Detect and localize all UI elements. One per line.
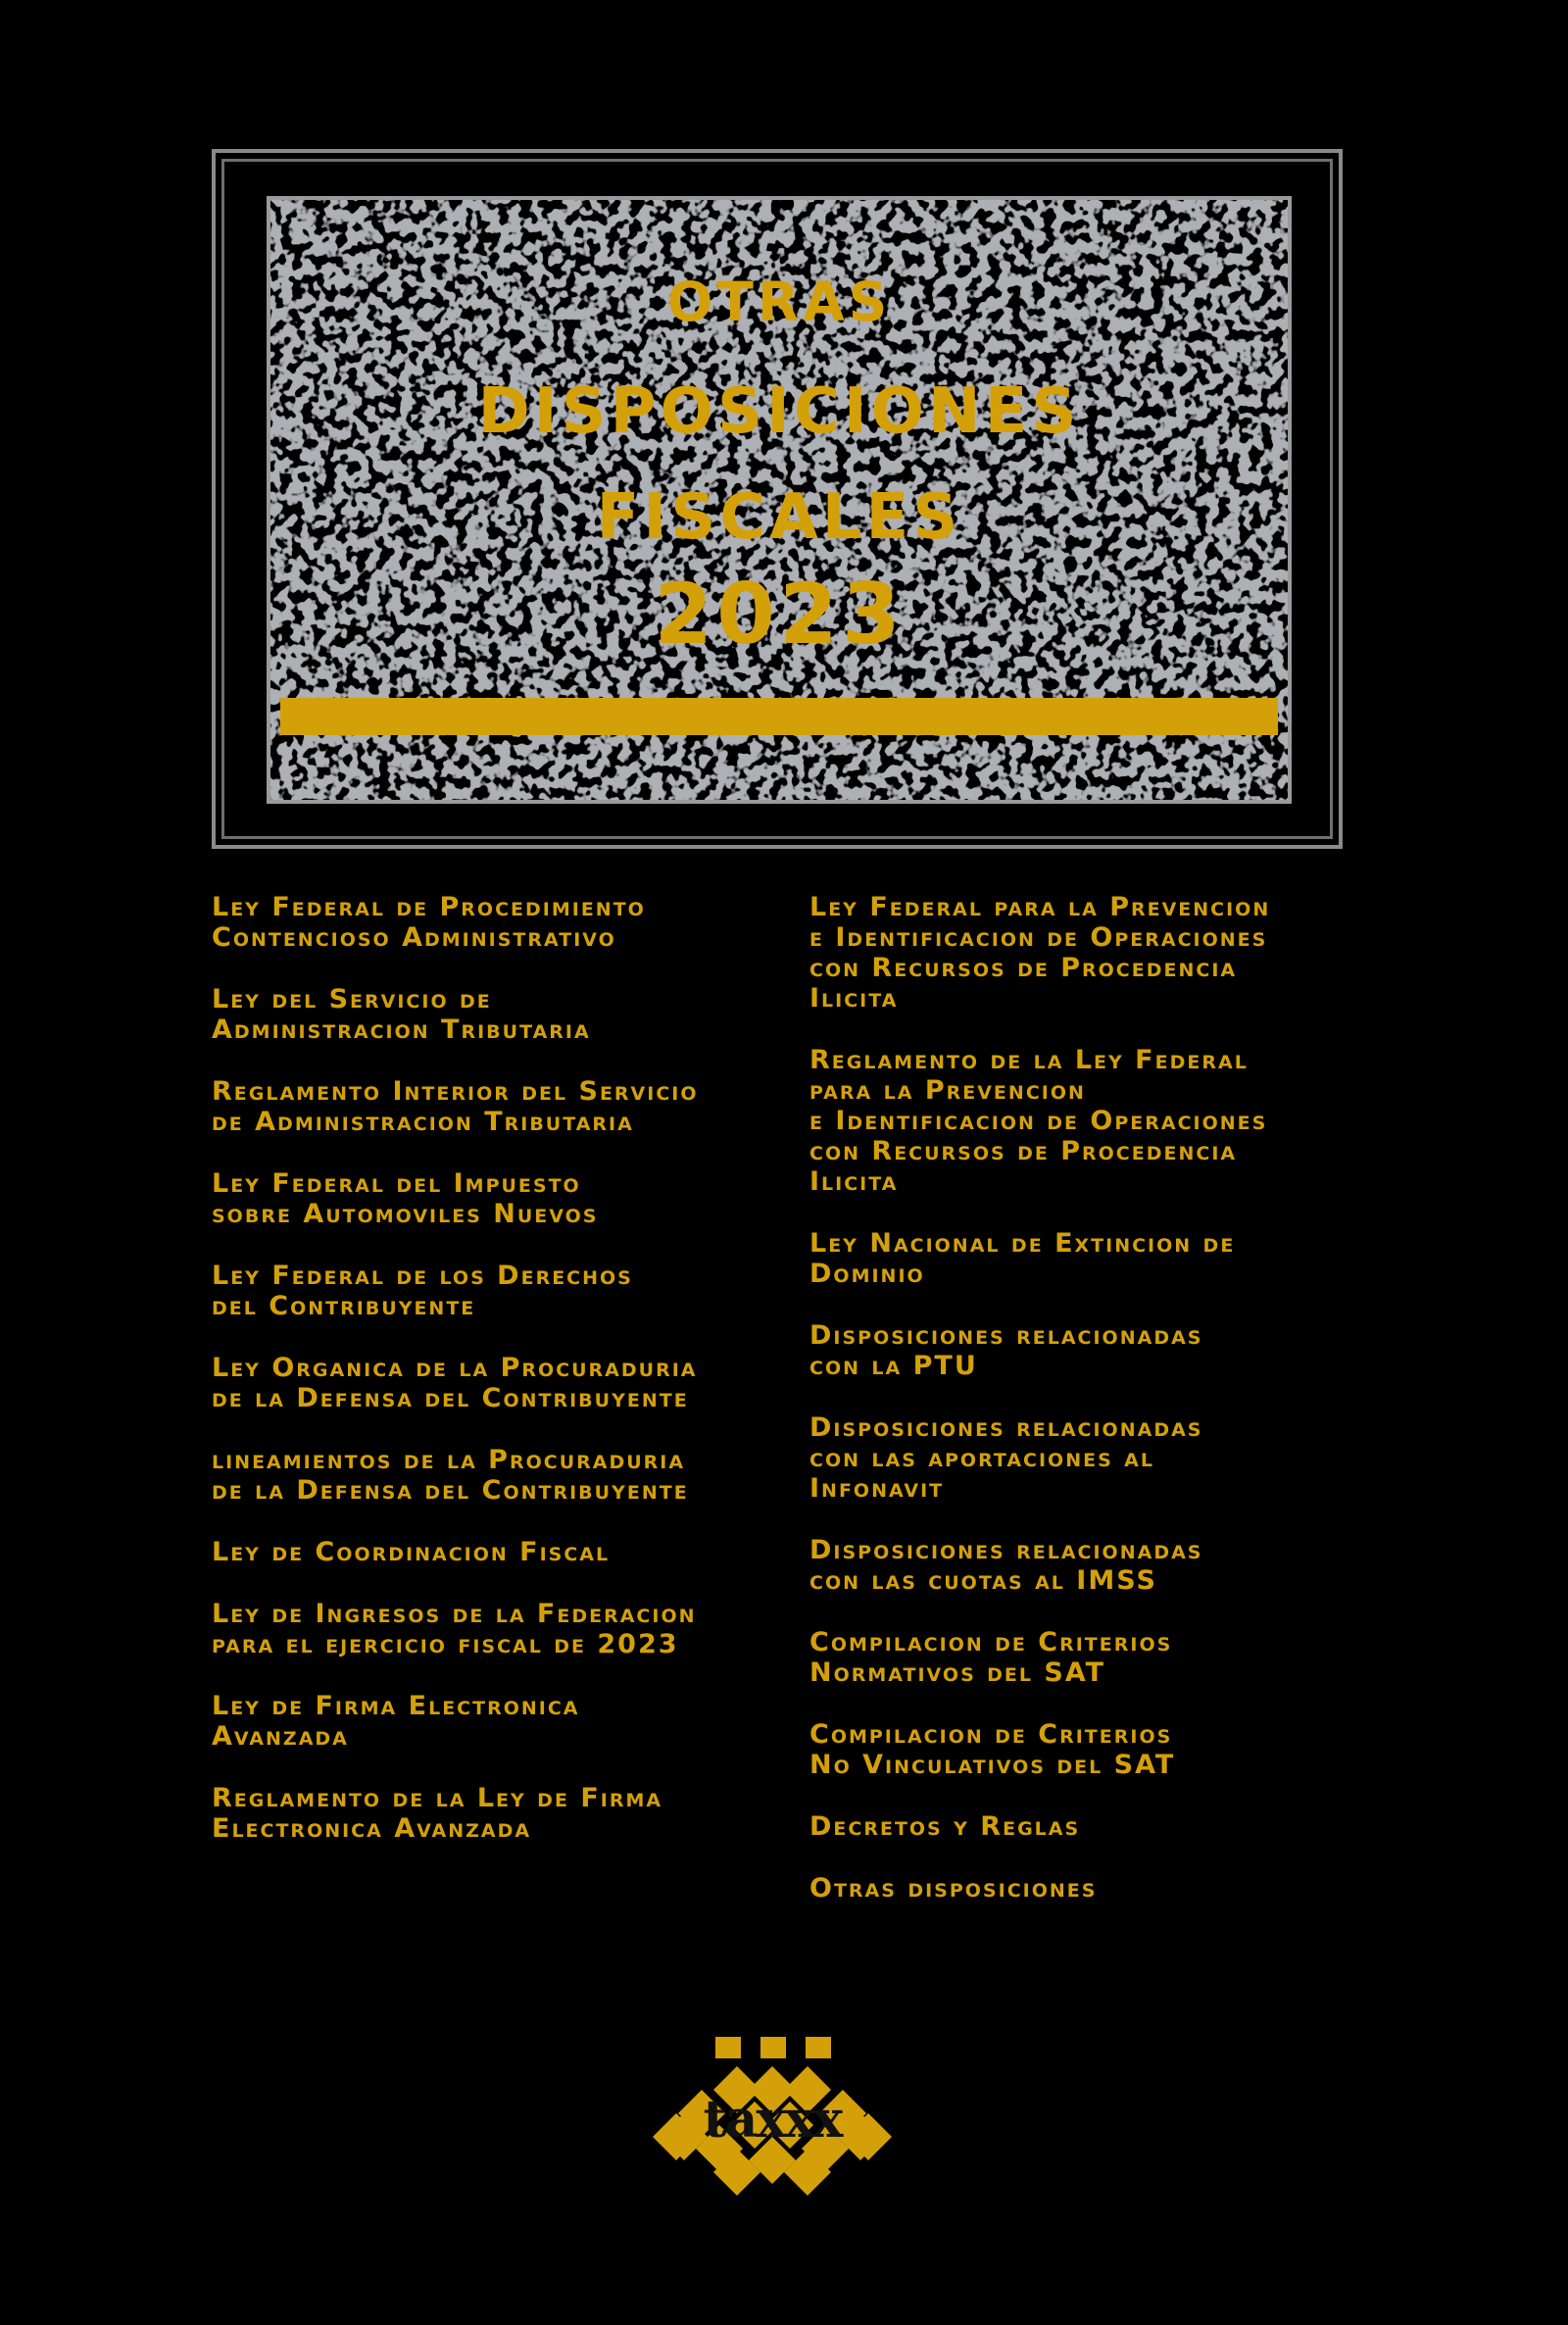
contents-item: lineamientos de la Procuraduria de la Defensa del Contribuyente [212,1445,689,1506]
contents-item: Reglamento de la Ley Federal para la Prevencion e Identificacion de Operaciones con Recursos de Procedencia Ilicita [809,1045,1268,1197]
contents-item: Ley Federal de Procedimiento Contencioso Administrativo [212,892,646,953]
title-line-fiscales: fiscales [596,455,962,560]
contents-list-right [809,892,1358,1935]
logo-wordmark: taxxx [703,2090,842,2150]
title-line-disposiciones: disposiciones [477,349,1081,454]
contents-item: Ley Organica de la Procuraduria de la Defensa del Contribuyente [212,1353,698,1413]
contents-list-left [212,892,790,1875]
taxxx-logo [653,2037,892,2200]
contents-item: Compilacion de Criterios Normativos del SAT [809,1627,1173,1688]
contents-item: Ley de Ingresos de la Federacion para el ejercicio fiscal de 2023 [212,1599,697,1659]
contents-item: Ley de Coordinacion Fiscal [212,1537,611,1567]
contents-item: Reglamento Interior del Servicio de Administracion Tributaria [212,1076,699,1137]
contents-item: Otras disposiciones [809,1873,1098,1904]
contents-item: Compilacion de Criterios No Vinculativos del SAT [809,1719,1176,1780]
title-plaque [267,196,1292,804]
contents-item: Disposiciones relacionadas con las aportaciones al Infonavit [809,1412,1203,1504]
gold-underline-bar [280,698,1278,735]
contents-item: Decretos y Reglas [809,1811,1081,1842]
contents-item: Disposiciones relacionadas con la PTU [809,1320,1203,1381]
contents-item: Reglamento de la Ley de Firma Electronica Avanzada [212,1783,663,1844]
title-frame-outer [212,149,1343,849]
contents-item: Ley Federal de los Derechos del Contribuyente [212,1261,633,1321]
contents-item: Ley del Servicio de Administracion Tributaria [212,984,591,1045]
contents-item: Ley Federal para la Prevencion e Identificacion de Operaciones con Recursos de Procedencia Ilicita [809,892,1271,1014]
contents-item: Disposiciones relacionadas con las cuotas al IMSS [809,1535,1203,1596]
contents-item: Ley Federal del Impuesto sobre Automoviles Nuevos [212,1168,599,1229]
contents-item: Ley de Firma Electronica Avanzada [212,1691,580,1752]
title-line-otras: otras [666,251,892,339]
contents-item: Ley Nacional de Extincion de Dominio [809,1228,1236,1289]
title-line-year: 2023 [654,566,905,664]
